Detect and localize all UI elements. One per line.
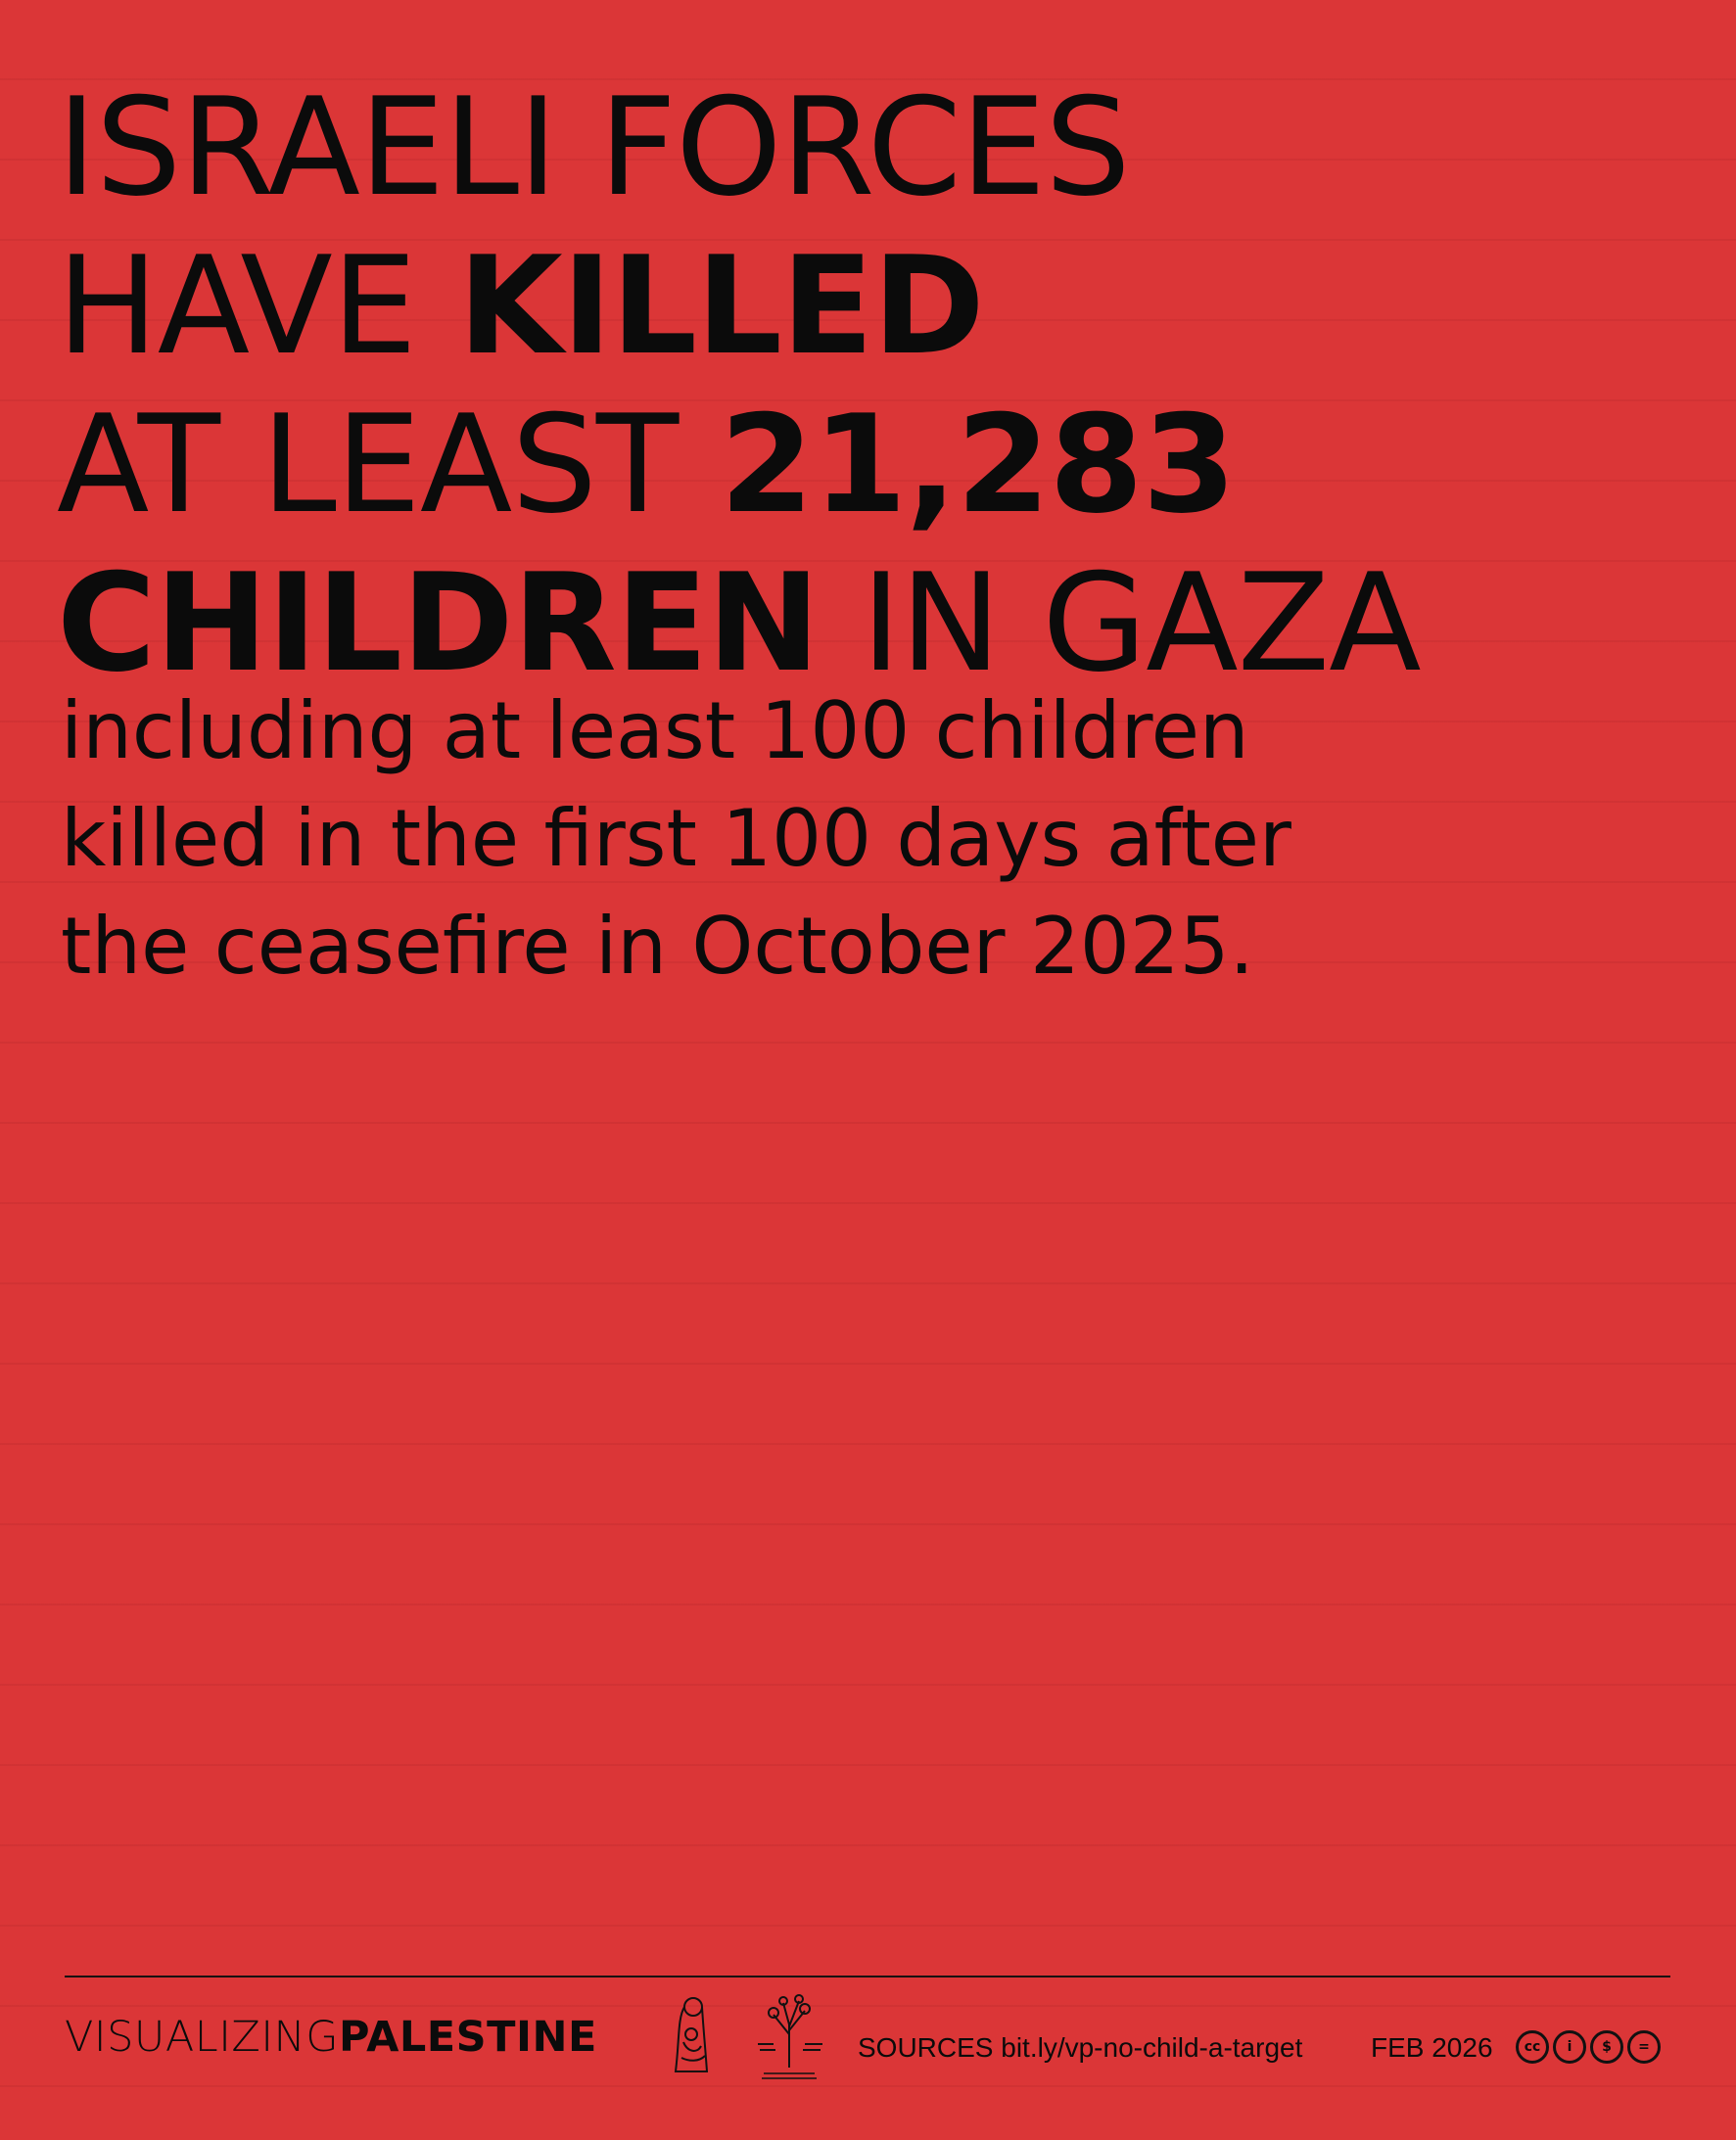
subtext-line-1: including at least 100 children — [61, 685, 1249, 776]
headline-have: HAVE — [57, 227, 458, 385]
headline — [57, 69, 1702, 703]
subtext-line-3: the ceasefire in October 2025. — [61, 901, 1254, 992]
subtext-line-2: killed in the first 100 days after — [61, 793, 1291, 884]
headline-count: 21,283 — [720, 386, 1236, 543]
footer-divider — [65, 1976, 1670, 1977]
headline-line-1: ISRAELI FORCES — [57, 69, 1130, 226]
noncommercial-icon: $ — [1590, 2030, 1623, 2064]
attribution-icon: i — [1553, 2030, 1586, 2064]
headline-children: CHILDREN — [57, 544, 820, 702]
brand-palestine: PALESTINE — [339, 2013, 597, 2062]
brand-wordmark — [65, 2013, 597, 2062]
cc-icon: cc — [1516, 2030, 1549, 2064]
subtext — [61, 677, 1676, 1000]
headline-line-3 — [57, 386, 1702, 544]
tree-logo-icon — [744, 1985, 834, 2083]
headline-in-gaza: IN GAZA — [819, 544, 1421, 702]
license-icons — [1516, 2030, 1661, 2068]
mother-child-logo-icon — [662, 1985, 721, 2083]
brand-visualizing: VISUALIZING — [65, 2013, 340, 2062]
headline-at-least: AT LEAST — [57, 386, 721, 543]
headline-killed: KILLED — [457, 227, 984, 385]
headline-line-2 — [57, 227, 1702, 386]
date-text: FEB 2026 — [1371, 2032, 1493, 2063]
sources-text: SOURCES bit.ly/vp-no-child-a-target — [858, 2032, 1303, 2063]
noderivatives-icon: = — [1627, 2030, 1661, 2064]
